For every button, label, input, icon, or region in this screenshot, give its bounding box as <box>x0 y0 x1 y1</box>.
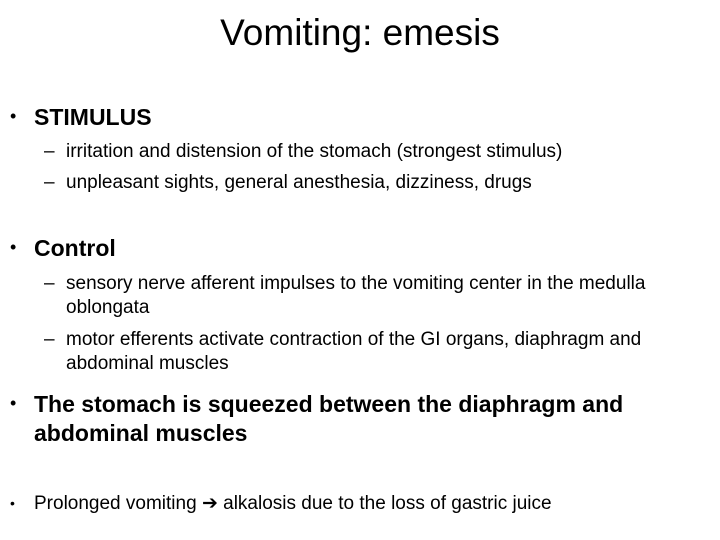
bullet-stomach-text: The stomach is squeezed between the diaphragm and abdominal muscles <box>34 391 624 446</box>
sub-item-text: motor efferents activate contraction of the GI organs, diaphragm and abdominal muscles <box>66 329 642 374</box>
slide-title: Vomiting: emesis <box>220 12 500 53</box>
prolonged-text-before: Prolonged vomiting <box>34 493 197 514</box>
bullet-control-heading: Control <box>34 235 116 261</box>
sub-item-text: unpleasant sights, general anesthesia, dizziness, drugs <box>66 172 532 193</box>
right-arrow-icon: ➔ <box>201 493 218 514</box>
sub-item-text: sensory nerve afferent impulses to the vomiting center in the medulla oblongata <box>66 273 646 318</box>
bullet-prolonged-text <box>34 492 552 516</box>
bullet-stimulus-heading: STIMULUS <box>34 104 152 130</box>
bullet-marker: • <box>10 393 17 413</box>
prolonged-text-after: alkalosis due to the loss of gastric juice <box>223 493 552 514</box>
dash-marker: – <box>44 273 55 294</box>
bullet-marker: • <box>10 106 17 126</box>
dash-marker: – <box>44 172 55 193</box>
dash-marker: – <box>44 141 55 162</box>
dash-marker: – <box>44 329 55 350</box>
bullet-marker: • <box>10 495 15 511</box>
sub-item-text: irritation and distension of the stomach (strongest stimulus) <box>66 141 563 162</box>
bullet-marker: • <box>10 237 17 257</box>
